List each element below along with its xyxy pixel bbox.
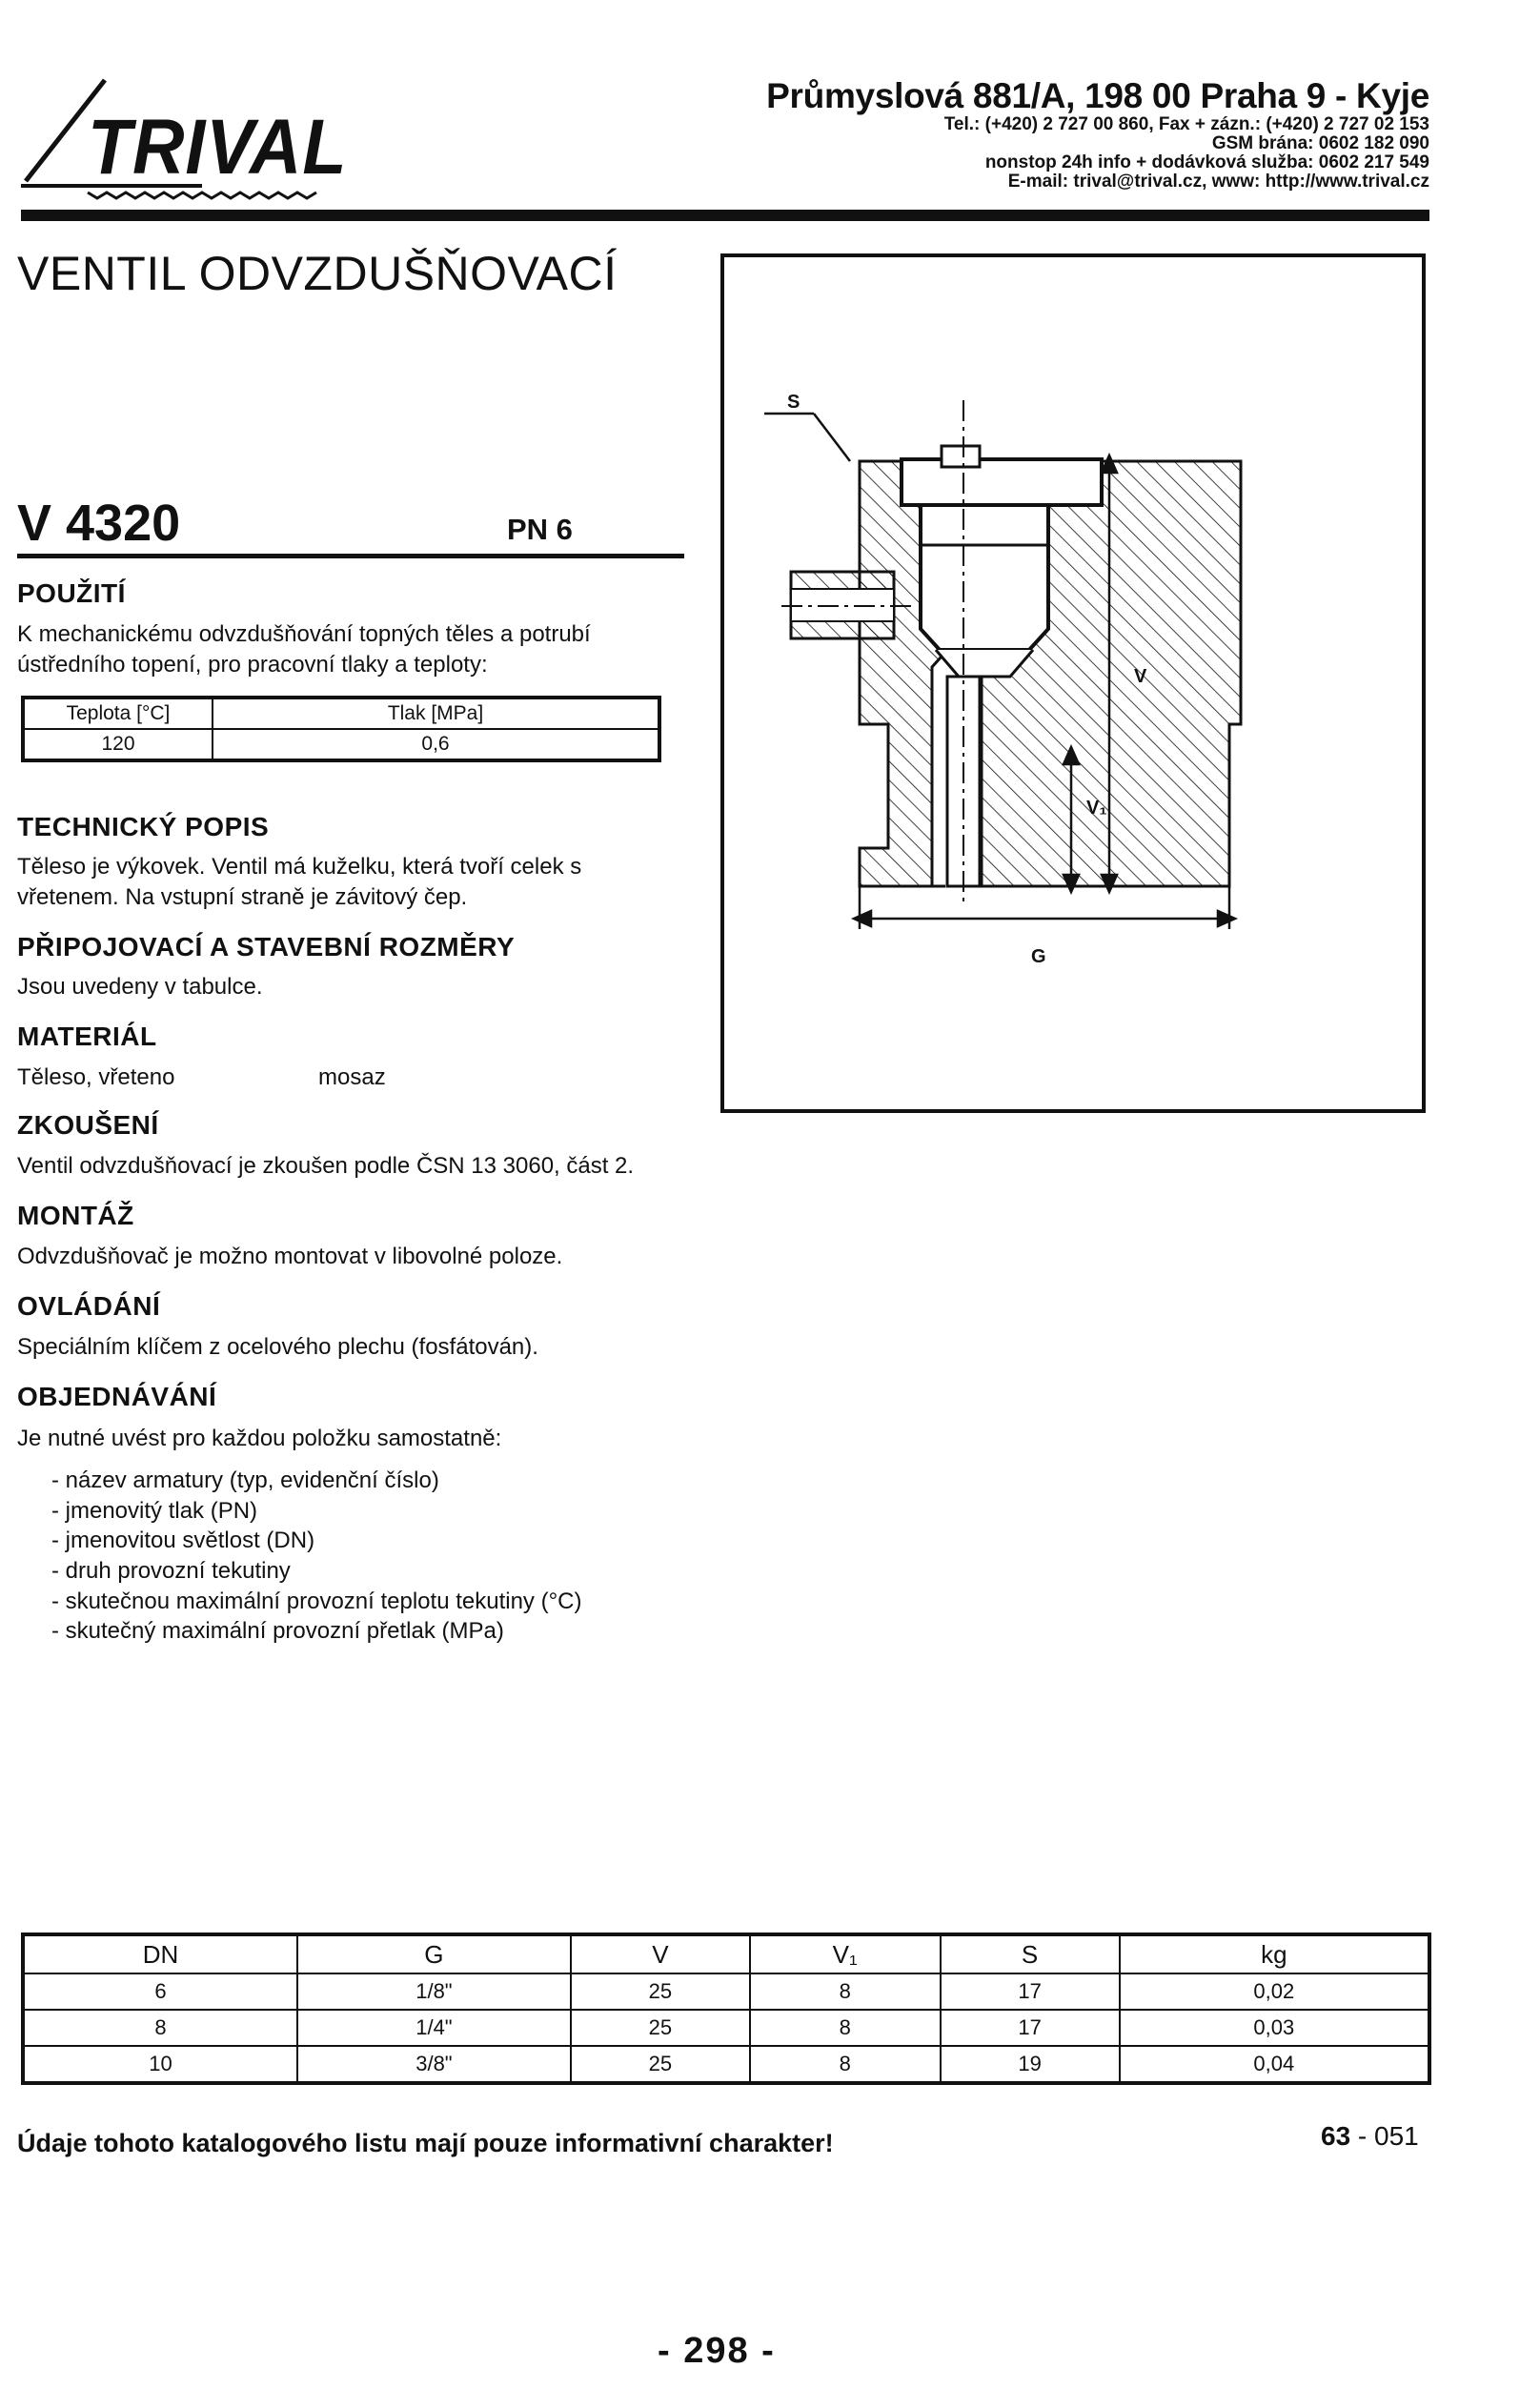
heading-pouziti: POUŽITÍ <box>17 578 126 608</box>
col-header: V <box>571 1934 750 1973</box>
heading-zkouseni: ZKOUŠENÍ <box>17 1110 159 1140</box>
material-item: Těleso, vřeteno <box>17 1064 175 1090</box>
temp-header: Teplota [°C] <box>23 698 213 729</box>
cell: 8 <box>750 1973 941 2010</box>
pressure-header: Tlak [MPa] <box>213 698 659 729</box>
text-technicky-popis: Těleso je výkovek. Ventil má kuželku, která tvoří celek s vřetenem. Na vstupní straně je závitový čep. <box>17 854 582 911</box>
valve-body <box>791 446 1241 886</box>
contact-nonstop: nonstop 24h info + dodávková služba: 0602 217 549 <box>984 152 1429 172</box>
logo-wordmark: TRIVAL <box>88 104 348 191</box>
heading-pripojovaci: PŘIPOJOVACÍ A STAVEBNÍ ROZMĚRY <box>17 932 516 961</box>
dimensions-table <box>21 1933 1431 2085</box>
list-item: - název armatury (typ, evidenční číslo) <box>51 1467 439 1493</box>
model-underline <box>17 554 684 558</box>
table-row <box>23 729 659 760</box>
dim-label-s: S <box>787 392 800 413</box>
contact-email-web: E-mail: trival@trival.cz, www: http://www.trival.cz <box>1007 171 1429 192</box>
cell: 25 <box>571 2046 750 2083</box>
heading-ovladani: OVLÁDÁNÍ <box>17 1291 161 1321</box>
cell: 1/8" <box>297 1973 571 2010</box>
cell: 17 <box>941 2010 1120 2046</box>
cell: 25 <box>571 1973 750 2010</box>
cell: 10 <box>23 2046 297 2083</box>
cell: 1/4" <box>297 2010 571 2046</box>
material-value: mosaz <box>318 1064 386 1090</box>
sheet-number <box>1321 2121 1419 2152</box>
cell: 6 <box>23 1973 297 2010</box>
text-montaz: Odvzdušňovač je možno montovat v libovolné poloze. <box>17 1244 563 1269</box>
temperature-pressure-table <box>21 696 661 762</box>
sheet-prefix: 63 <box>1321 2121 1351 2151</box>
list-item: - druh provozní tekutiny <box>51 1558 291 1585</box>
cell: 17 <box>941 1973 1120 2010</box>
dim-label-v: V <box>1134 666 1147 687</box>
header-rule <box>21 210 1429 221</box>
valve-section-drawing <box>724 257 1429 1117</box>
contact-gsm: GSM brána: 0602 182 090 <box>1211 132 1429 153</box>
dim-label-g: G <box>1031 946 1046 967</box>
text-pripojovaci: Jsou uvedeny v tabulce. <box>17 974 263 1000</box>
text-zkouseni: Ventil odvzdušňovací je zkoušen podle ČSN 13 3060, část 2. <box>17 1153 635 1179</box>
table-row <box>23 1973 1429 2010</box>
contact-phone: Tel.: (+420) 2 727 00 860, Fax + zázn.: (+420) 2 727 02 153 <box>943 113 1429 134</box>
heading-montaz: MONTÁŽ <box>17 1201 134 1230</box>
order-requirements-list <box>51 1466 582 1647</box>
col-header: G <box>297 1934 571 1973</box>
table-row <box>23 2046 1429 2083</box>
heading-material: MATERIÁL <box>17 1022 157 1051</box>
page-number: - 298 - <box>658 2331 776 2371</box>
company-address: Průmyslová 881/A, 198 00 Praha 9 - Kyje <box>766 76 1429 115</box>
table-row <box>23 2010 1429 2046</box>
cell: 19 <box>941 2046 1120 2083</box>
company-contact <box>705 78 1429 192</box>
cell: 0,04 <box>1120 2046 1429 2083</box>
sheet-suffix: - 051 <box>1350 2121 1419 2151</box>
temp-value: 120 <box>23 729 213 760</box>
cell: 8 <box>750 2046 941 2083</box>
text-pouziti: K mechanickému odvzdušňování topných těles a potrubí ústředního topení, pro pracovní tlaky a teploty: <box>17 621 591 678</box>
nominal-pressure: PN 6 <box>507 513 573 546</box>
document-title: VENTIL ODVZDUŠŇOVACÍ <box>17 247 618 300</box>
pressure-value: 0,6 <box>213 729 659 760</box>
table-header-row <box>23 1934 1429 1973</box>
cell: 3/8" <box>297 2046 571 2083</box>
cell: 8 <box>23 2010 297 2046</box>
heading-objednavani: OBJEDNÁVÁNÍ <box>17 1382 217 1411</box>
text-objednavani-intro: Je nutné uvést pro každou položku samostatně: <box>17 1426 502 1451</box>
cell: 25 <box>571 2010 750 2046</box>
col-header: kg <box>1120 1934 1429 1973</box>
text-ovladani: Speciálním klíčem z ocelového plechu (fosfátován). <box>17 1334 538 1360</box>
model-number: V 4320 <box>17 495 181 552</box>
col-header: DN <box>23 1934 297 1973</box>
list-item: - jmenovitý tlak (PN) <box>51 1497 258 1524</box>
dim-label-v1: V₁ <box>1086 798 1107 819</box>
col-header: V₁ <box>750 1934 941 1973</box>
cell: 8 <box>750 2010 941 2046</box>
heading-technicky-popis: TECHNICKÝ POPIS <box>17 812 270 841</box>
list-item: - jmenovitou světlost (DN) <box>51 1528 315 1554</box>
cell: 0,03 <box>1120 2010 1429 2046</box>
technical-drawing <box>720 253 1426 1113</box>
disclaimer: Údaje tohoto katalogového listu mají pouze informativní charakter! <box>17 2129 834 2157</box>
trival-logo <box>21 67 348 210</box>
list-item: - skutečný maximální provozní přetlak (MPa) <box>51 1618 504 1645</box>
list-item: - skutečnou maximální provozní teplotu tekutiny (°C) <box>51 1588 582 1614</box>
table-row <box>23 698 659 729</box>
col-header: S <box>941 1934 1120 1973</box>
cell: 0,02 <box>1120 1973 1429 2010</box>
